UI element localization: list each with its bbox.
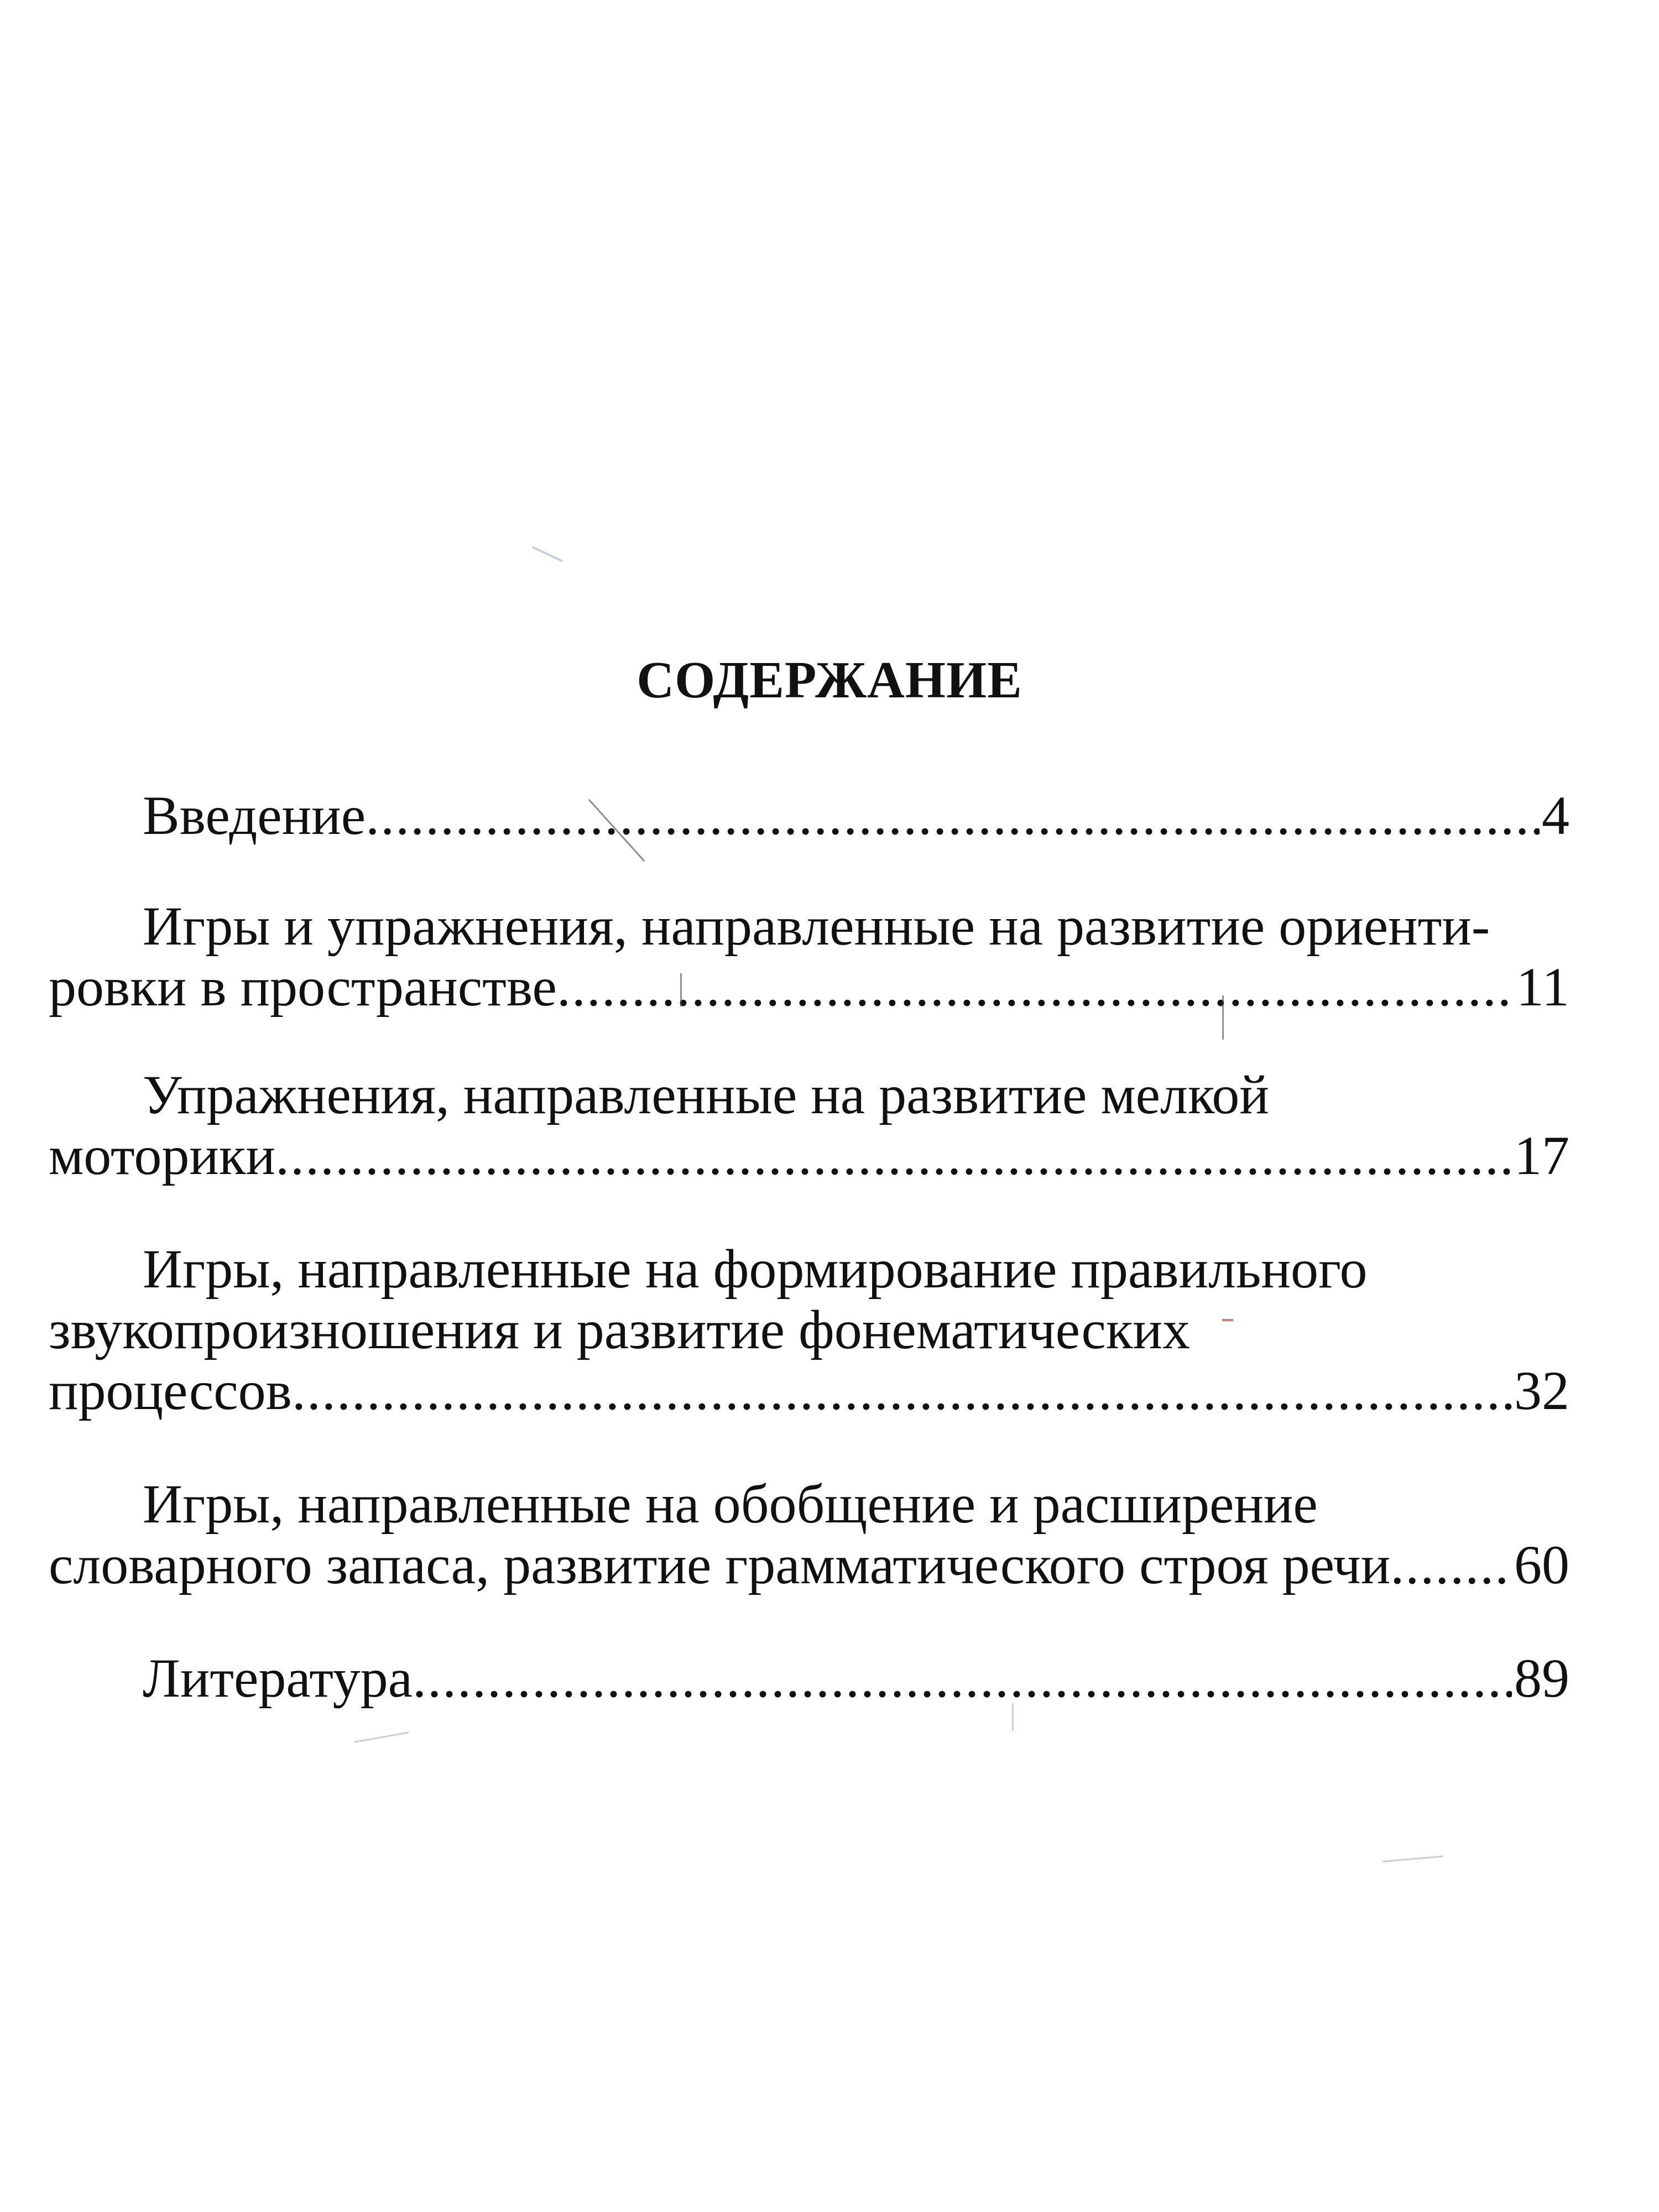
toc-entry-sound-pronunciation bbox=[49, 1239, 1569, 1421]
toc-entry-label: процессов bbox=[49, 1360, 292, 1421]
toc-page-number: 32 bbox=[1514, 1360, 1569, 1421]
toc-entry-orientation-games bbox=[49, 896, 1569, 1018]
leader-dots bbox=[1390, 1535, 1512, 1595]
toc-entry-label: звукопроизношения и развитие фонематических bbox=[49, 1300, 1190, 1360]
scan-speck bbox=[532, 546, 563, 562]
contents-title: СОДЕРЖАНИЕ bbox=[637, 651, 1022, 709]
toc-page-number: 17 bbox=[1514, 1125, 1569, 1186]
scan-speck bbox=[1222, 995, 1224, 1040]
toc-page-number: 4 bbox=[1542, 785, 1569, 846]
toc-page-number: 11 bbox=[1516, 957, 1569, 1018]
toc-entry-label: Литература bbox=[143, 1648, 413, 1709]
toc-entry-vocabulary bbox=[49, 1474, 1569, 1595]
toc-entry-label: Введение bbox=[143, 785, 366, 846]
scan-speck bbox=[1383, 1855, 1443, 1863]
toc-entry-introduction bbox=[49, 785, 1569, 846]
toc-entry-label: Игры и упражнения, направленные на развитие ориенти- bbox=[143, 896, 1490, 957]
toc-entry-label: словарного запаса, развитие грамматического строя речи bbox=[49, 1535, 1391, 1595]
scan-speck bbox=[1012, 1703, 1014, 1731]
toc-page-number: 89 bbox=[1514, 1648, 1569, 1709]
toc-entry-label: ровки в пространстве bbox=[49, 957, 557, 1018]
scan-speck bbox=[1222, 1319, 1233, 1321]
leader-dots bbox=[413, 1648, 1512, 1709]
leader-dots bbox=[366, 785, 1540, 846]
toc-entry-fine-motor bbox=[49, 1065, 1569, 1186]
toc-entry-label: Игры, направленные на формирование правильного bbox=[143, 1239, 1368, 1300]
leader-dots bbox=[557, 957, 1514, 1018]
toc-entry-label: Упражнения, направленные на развитие мелкой bbox=[143, 1065, 1269, 1125]
toc-page-number: 60 bbox=[1514, 1535, 1569, 1595]
scan-speck bbox=[354, 1731, 409, 1743]
leader-dots bbox=[275, 1125, 1512, 1186]
toc-entry-label: моторики bbox=[49, 1125, 275, 1186]
toc-entry-literature bbox=[49, 1648, 1569, 1709]
scan-speck bbox=[680, 973, 682, 1006]
leader-dots bbox=[292, 1360, 1512, 1421]
toc-entry-label: Игры, направленные на обобщение и расширение bbox=[143, 1474, 1318, 1535]
